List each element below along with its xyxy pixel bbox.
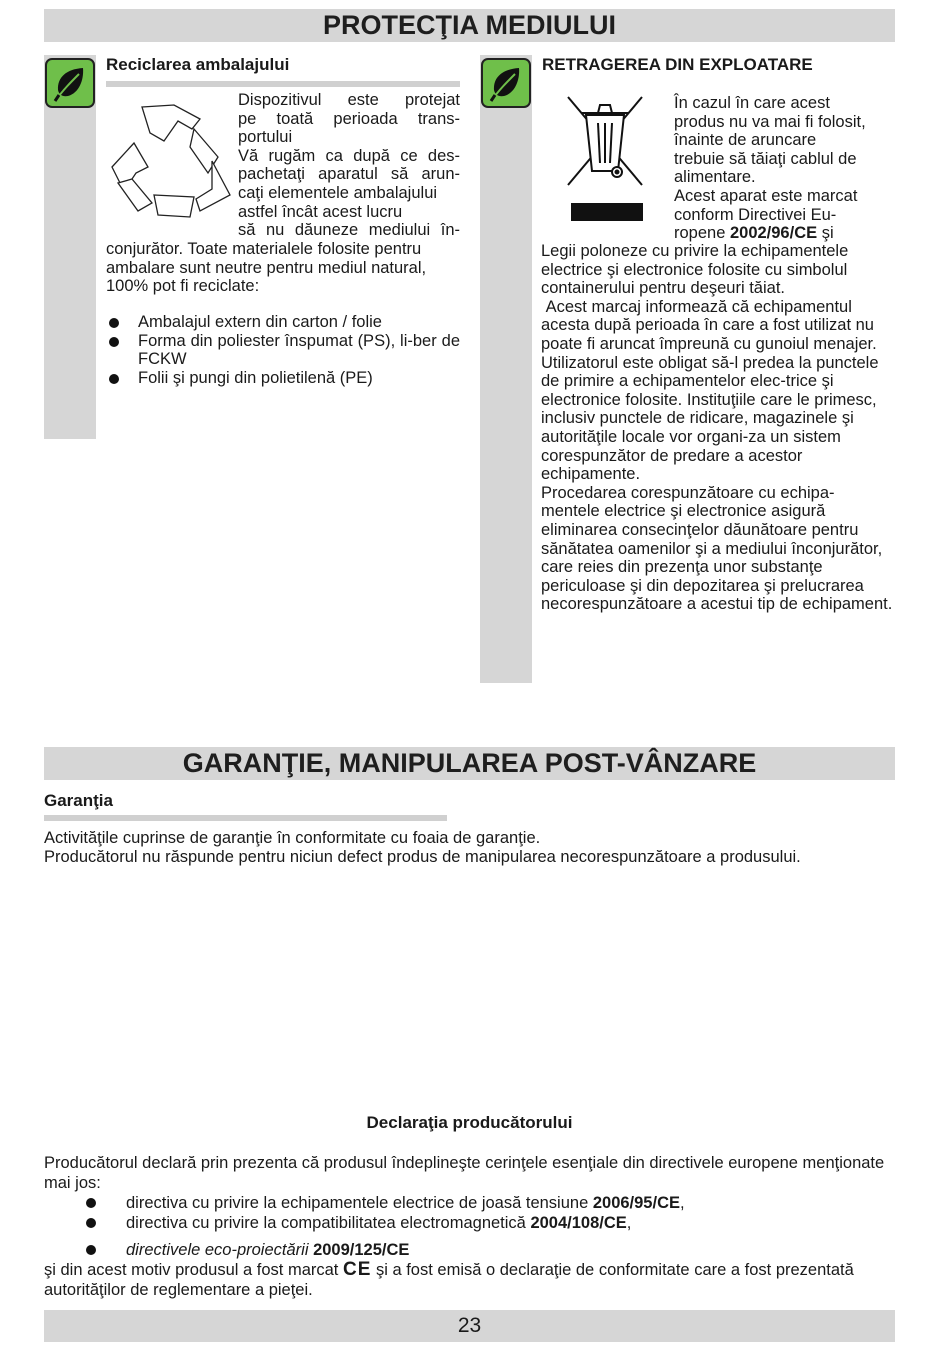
right-heading: RETRAGEREA DIN EXPLOATARE — [542, 55, 813, 74]
list-item-text: Forma din poliester înspumat (PS), li-ber de FCKW — [138, 331, 460, 369]
warranty-title: GARANŢIE, MANIPULAREA POST-VÂNZARE — [182, 748, 757, 778]
list-item — [106, 369, 460, 388]
left-wrap-line: Vă rugăm ca după ce des- — [238, 146, 460, 165]
list-item-text: directiva cu privire la echipamentele electrice de joasă tensiune — [126, 1194, 593, 1212]
list-item-text: directiva cu privire la compatibilitatea electromagnetică — [126, 1214, 531, 1232]
right-wrap-line: În cazul în care acest — [674, 94, 830, 112]
declaration-intro: Producătorul declară prin prezenta că produsul îndeplineşte cerinţele esenţiale din directivele europene menţionate mai jos: — [44, 1154, 885, 1192]
warranty-heading-rule — [44, 815, 447, 821]
warranty-text — [44, 829, 904, 866]
left-wrap-line: astfel încât acest lucru — [238, 202, 403, 221]
leaf-icon — [45, 58, 95, 108]
right-wrap-line: conform Directivei Eu- — [674, 205, 837, 224]
right-paragraph: Legii poloneze cu privire la echipamentele electrice şi electronice folosite cu simbolul containerului pentru deşeuri tăiat. — [541, 242, 849, 298]
warranty-line: Activităţile cuprinse de garanţie în conformitate cu foaia de garanţie. — [44, 829, 541, 847]
right-wrap-line: înainte de aruncare — [674, 131, 817, 150]
list-item — [106, 332, 460, 369]
left-wrap-line: Dispozitivul este protejat — [238, 91, 460, 109]
left-wrap-line: pe toată perioada trans- — [238, 109, 460, 128]
list-item — [44, 1193, 899, 1213]
list-item — [44, 1213, 899, 1233]
right-paragraph: Utilizatorul este obligat să-l predea la punctele de primire a echipamentelor elec-trice şi electronice folosite. Instituţiile care le primesc, inclusiv punctele de ridicare, magazinele şi autorităţile locale vor organi-za un sistem corespunzător de predare a acestor echipamente. — [541, 353, 879, 484]
left-wrap-line: pachetaţi aparatul să arun- — [238, 165, 460, 184]
right-wrap-line: Acest aparat este marcat — [674, 186, 858, 205]
recycle-icon — [108, 99, 236, 223]
directive-code: 2009/125/CE — [313, 1241, 410, 1259]
right-wrap-line — [674, 224, 892, 243]
list-item-text: directivele eco-proiectării — [126, 1241, 314, 1259]
right-body — [541, 242, 893, 614]
left-wrap-text — [238, 91, 460, 240]
list-item-text: Folii şi pungi din polietilenă (PE) — [138, 368, 373, 387]
bullet-icon — [109, 337, 119, 347]
directive-code: 2006/95/CE — [592, 1194, 680, 1212]
crossed-bin-icon — [562, 93, 650, 223]
warranty-heading: Garanţia — [44, 791, 113, 810]
left-side-strip — [44, 55, 96, 439]
declaration-closing — [44, 1260, 899, 1300]
right-paragraph: Procedarea corespunzătoare cu echipa-mentele electrice şi electronice asigură eliminarea consecinţelor dăunătoare pentru sănătatea oamenilor şi a mediului înconjurător, care reies din prezenţa unor substanţe periculoase şi din depozitarea şi prelucrarea necorespunzătoare a acestui tip de echipament. — [541, 483, 893, 614]
bullet-icon — [86, 1218, 96, 1228]
right-wrap-text — [674, 94, 892, 243]
bullet-icon — [109, 374, 119, 384]
right-side-strip — [480, 55, 532, 683]
left-bullet-list — [106, 313, 460, 387]
page-number: 23 — [457, 1314, 482, 1337]
right-wrap-text-c: şi — [817, 224, 834, 243]
list-item — [44, 1240, 899, 1260]
directive-list — [44, 1193, 899, 1260]
directive-code: 2002/96/CE — [729, 224, 818, 243]
closing-text-b: şi a fost emisă o declaraţie de conformitate care a fost prezentată autorităţilor de reglementare a pieţei. — [44, 1261, 854, 1299]
right-wrap-line: alimentare. — [674, 168, 756, 187]
right-wrap-line: produs nu va mai fi folosit, — [674, 112, 866, 131]
bullet-icon — [109, 318, 119, 328]
bullet-icon — [86, 1245, 96, 1255]
right-wrap-text-a: ropene — [674, 224, 730, 243]
declaration-body — [44, 1153, 899, 1300]
warranty-line: Producătorul nu răspunde pentru niciun defect produs de manipularea necorespunzătoare a produsului. — [44, 847, 801, 866]
left-heading-rule — [106, 81, 460, 87]
left-wrap-line: caţi elementele ambalajului — [238, 183, 438, 202]
list-item-text: Ambalajul extern din carton / folie — [138, 313, 382, 331]
left-wrap-line: portului — [238, 128, 293, 147]
left-wrap-line: să nu dăuneze mediului în- — [238, 221, 460, 240]
directive-code: 2004/108/CE — [530, 1214, 627, 1232]
env-title: PROTECŢIA MEDIULUI — [323, 10, 616, 40]
list-item-suffix: , — [680, 1194, 685, 1212]
list-item — [106, 313, 460, 332]
declaration-heading: Declaraţia producătorului — [366, 1113, 573, 1132]
right-paragraph: Acest marcaj informează că echipamentul acesta după perioada în care a fost utilizat nu poate fi aruncat împreună cu gunoiul menajer. — [541, 297, 879, 353]
right-wrap-line: trebuie să tăiaţi cablul de — [674, 149, 857, 168]
left-heading: Reciclarea ambalajului — [106, 55, 290, 74]
list-item-suffix: , — [626, 1214, 632, 1232]
ce-mark: CE — [342, 1259, 372, 1280]
leaf-icon — [481, 58, 531, 108]
closing-text-a: şi din acest motiv produsul a fost marcat — [44, 1261, 343, 1279]
left-paragraph: conjurător. Toate materialele folosite pentru ambalare sunt neutre pentru mediul natural, 100% pot fi reciclate: — [106, 240, 427, 296]
bullet-icon — [86, 1198, 96, 1208]
